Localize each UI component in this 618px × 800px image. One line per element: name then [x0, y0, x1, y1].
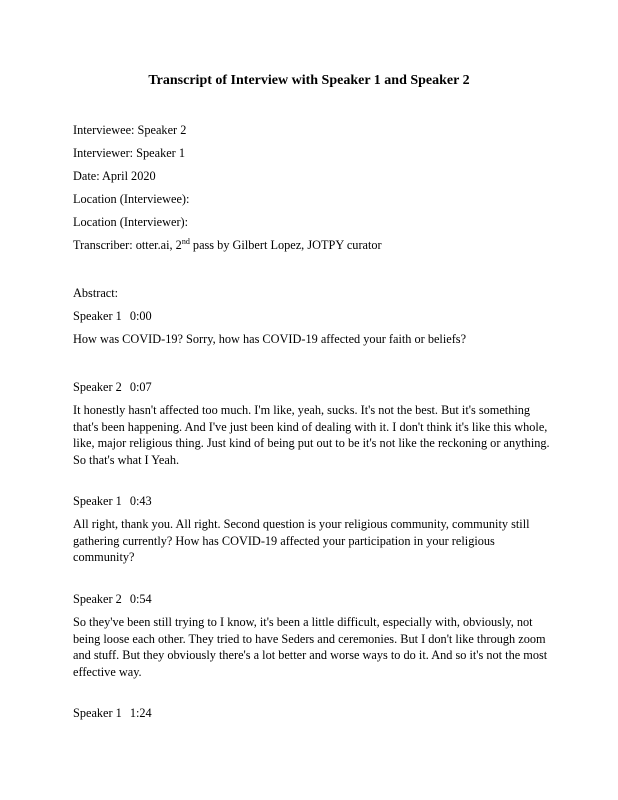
utterance — [73, 516, 553, 566]
utterance-line: community? — [73, 550, 135, 565]
speaker-timestamp — [73, 379, 152, 396]
timestamp: 0:54 — [129, 592, 152, 606]
timestamp: 1:24 — [129, 706, 152, 720]
utterance-line: So they've been still trying to I know, it's been a little difficult, especially with, obviously, not — [73, 615, 533, 629]
speaker-name: Speaker 1 — [73, 706, 122, 720]
timestamp: 0:07 — [129, 380, 152, 394]
interviewer-line: Interviewer: Speaker 1 — [73, 146, 185, 160]
utterance-line: and stuff. But they obviously there's a lot better and worse ways to do it. And so it's not the most — [73, 648, 548, 663]
speaker-timestamp — [73, 308, 152, 325]
interviewee-line: Interviewee: Speaker 2 — [73, 123, 187, 137]
transcriber-line — [73, 237, 382, 254]
utterance — [73, 331, 553, 348]
utterance-line: How was COVID-19? Sorry, how has COVID-19 affected your faith or beliefs? — [73, 332, 467, 346]
speaker-timestamp — [73, 493, 152, 510]
location-interviewee-line: Location (Interviewee): — [73, 192, 190, 206]
utterance-line: that's been happening. And I've just been kind of dealing with it. I don't think it's like this whole, — [73, 419, 548, 434]
abstract-label: Abstract: — [73, 286, 119, 300]
date-line: Date: April 2020 — [73, 169, 156, 183]
utterance-line: All right, thank you. All right. Second question is your religious community, community still — [73, 517, 530, 531]
timestamp: 0:00 — [129, 309, 152, 323]
utterance-line: gathering currently? How has COVID-19 affected your participation in your religious — [73, 533, 495, 548]
location-interviewer-line: Location (Interviewer): — [73, 215, 189, 229]
utterance-line: like, major religious thing. Just kind of being put out to be it's not like the reckoning or anything. — [73, 436, 550, 451]
speaker-timestamp — [73, 705, 152, 722]
utterance — [73, 402, 553, 468]
speaker-name: Speaker 1 — [73, 309, 122, 323]
utterance-line: effective way. — [73, 664, 142, 679]
timestamp: 0:43 — [129, 494, 152, 508]
transcriber-prefix: Transcriber: otter.ai, 2 — [73, 238, 182, 252]
speaker-name: Speaker 1 — [73, 494, 122, 508]
speaker-timestamp — [73, 591, 152, 608]
speaker-name: Speaker 2 — [73, 380, 122, 394]
utterance-line: being loose each other. They tried to have Seders and ceremonies. But I don't like through zoom — [73, 631, 546, 646]
transcriber-suffix: pass by Gilbert Lopez, JOTPY curator — [189, 238, 382, 252]
speaker-name: Speaker 2 — [73, 592, 122, 606]
utterance-line: It honestly hasn't affected too much. I'm like, yeah, sucks. It's not the best. But it's something — [73, 403, 531, 417]
utterance-line: So that's what I Yeah. — [73, 452, 180, 467]
document-title: Transcript of Interview with Speaker 1 and Speaker 2 — [148, 73, 470, 88]
transcriber-superscript: nd — [181, 236, 190, 246]
utterance — [73, 614, 553, 680]
